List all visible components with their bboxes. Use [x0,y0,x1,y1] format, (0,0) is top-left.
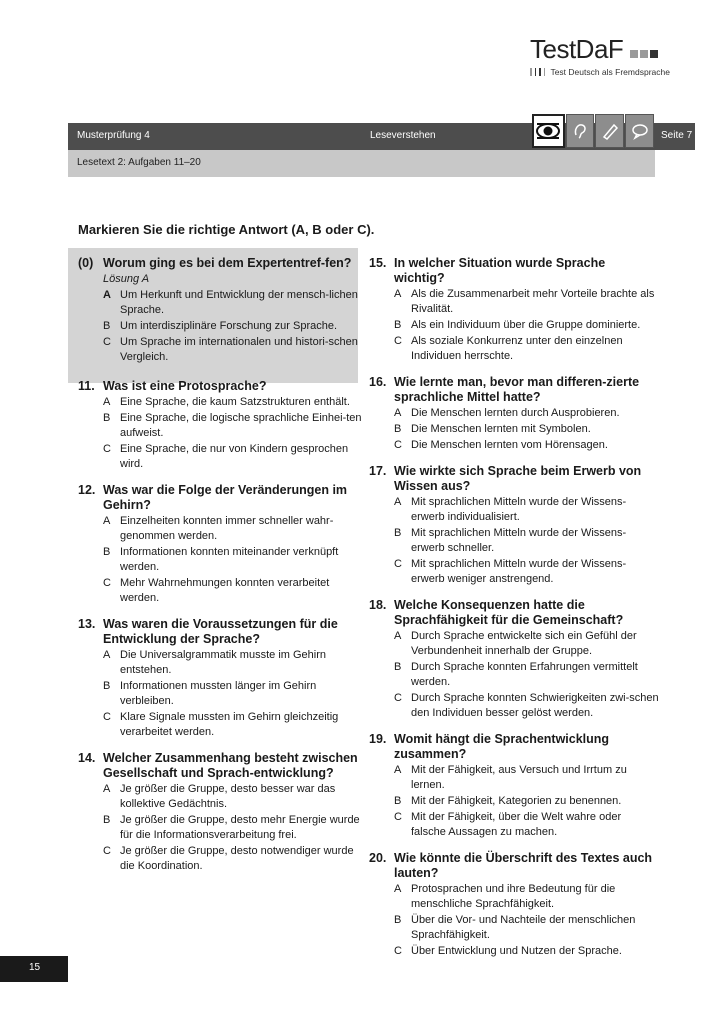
answer-option[interactable]: C Mehr Wahrnehmungen konnten verarbeitet werden. [103,577,330,604]
logo-square [539,68,541,76]
question-19 [369,732,659,840]
question-number: 16. [369,375,387,389]
answer-option[interactable]: B Mit sprachlichen Mitteln wurde der Wissens-erwerb schneller. [394,527,627,554]
answer-option[interactable]: C Die Menschen lernten vom Hörensagen. [394,439,608,451]
answer-option: B Um interdisziplinäre Forschung zur Sprache. [103,320,338,332]
question-13 [78,617,363,740]
section-icons [532,114,655,150]
answer-option[interactable]: A Je größer die Gruppe, desto besser war das kollektive Gedächtnis. [103,783,336,810]
question-number: 12. [78,483,96,497]
question-18 [369,598,659,721]
answer-option[interactable]: C Mit sprachlichen Mitteln wurde der Wissens-erwerb weniger anstrengend. [394,558,627,585]
answer-option[interactable]: A Mit sprachlichen Mitteln wurde der Wissens-erwerb individualisiert. [394,496,627,523]
answer-option: C Um Sprache im internationalen und histori-schen Vergleich. [103,336,358,363]
ear-icon [566,114,595,148]
question-text: Welche Konsequenzen hatte die Sprachfähigkeit für die Gemeinschaft? [394,598,624,627]
page-label-bar [655,123,695,150]
question-number: 17. [369,464,387,478]
answer-option[interactable]: C Klare Signale mussten im Gehirn gleichzeitig verarbeitet werden. [103,711,339,738]
answer-option[interactable]: C Mit der Fähigkeit, über die Welt wahre oder falsche Aussagen zu machen. [394,811,622,838]
testdaf-logo [530,36,670,77]
right-column [369,256,659,970]
answer-option[interactable]: C Über Entwicklung und Nutzen der Sprache. [394,945,622,957]
question-text: Womit hängt die Sprachentwicklung zusammen? [394,732,610,761]
question-text: Wie lernte man, bevor man differen-zierte sprachliche Mittel hatte? [394,375,640,404]
answer-option[interactable]: A Die Menschen lernten durch Ausprobieren. [394,407,620,419]
question-number: 19. [369,732,387,746]
answer-option[interactable]: B Eine Sprache, die logische sprachliche Einhei-ten aufweist. [103,412,362,439]
left-column [78,256,363,885]
question-14 [78,751,363,874]
question-text: In welcher Situation wurde Sprache wichtig? [394,256,606,285]
question-11 [78,379,363,472]
answer-option[interactable]: B Als ein Individuum über die Gruppe dominierte. [394,319,641,331]
page-label: Seite 7 [661,130,693,141]
answer-option[interactable]: A Die Universalgrammatik musste im Gehirn entstehen. [103,649,326,676]
answer-option[interactable]: C Durch Sprache konnten Schwierigkeiten zwi-schen den Individuen besser gelöst werden. [394,692,659,719]
answer-option[interactable]: B Informationen mussten länger im Gehirn verbleiben. [103,680,317,707]
logo-wordmark: TestDaF [530,34,624,64]
question-12 [78,483,363,606]
logo-square [544,68,546,76]
question-text: Wie wirkte sich Sprache beim Erwerb von Wissen aus? [394,464,642,493]
answer-option[interactable]: C Eine Sprache, die nur von Kindern gesprochen wird. [103,443,349,470]
question-20 [369,851,659,959]
question-number: 14. [78,751,96,765]
answer-option[interactable]: B Über die Vor- und Nachteile der menschlichen Sprachfähigkeit. [394,914,636,941]
question-number: (0) [78,256,94,270]
section-title: Leseverstehen [370,130,436,141]
logo-square [630,50,638,58]
page-number-tab [0,956,68,982]
question-text: Was war die Folge der Veränderungen im Gehirn? [103,483,348,512]
question-number: 15. [369,256,387,270]
logo-square [535,68,537,76]
question-text: Was waren die Voraussetzungen für die Entwicklung der Sprache? [103,617,338,646]
question-number: 11. [78,379,95,393]
answer-option[interactable]: C Als soziale Konkurrenz unter den einzelnen Individuen herrschte. [394,335,623,362]
answer-option[interactable]: B Informationen konnten miteinander verknüpft werden. [103,546,339,573]
logo-square [650,50,658,58]
answer-option[interactable]: B Je größer die Gruppe, desto mehr Energie wurde für die Informationsverarbeitung frei. [103,814,360,841]
instruction: Markieren Sie die richtige Antwort (A, B oder C). [78,222,375,237]
logo-subtitle: Test Deutsch als Fremdsprache [550,67,670,77]
question-15 [369,256,659,364]
page-number: 15 [29,962,41,973]
question-text: Welcher Zusammenhang besteht zwischen Gesellschaft und Sprach-entwicklung? [103,751,358,780]
logo-square [640,50,648,58]
text-task-label: Lesetext 2: Aufgaben 11–20 [77,157,201,168]
answer-option[interactable]: A Durch Sprache entwickelte sich ein Gefühl der Verbundenheit innerhalb der Gruppe. [394,630,637,657]
answer-option[interactable]: C Je größer die Gruppe, desto notwendiger wurde die Koordination. [103,845,354,872]
subheader-bar [68,150,655,177]
eye-icon [532,114,565,148]
logo-square [530,68,532,76]
speech-bubble-icon [625,114,654,148]
question-text: Was ist eine Protosprache? [103,379,267,393]
example-question [78,256,363,365]
answer-option[interactable]: B Durch Sprache konnten Erfahrungen vermittelt werden. [394,661,638,688]
answer-option[interactable]: A Einzelheiten konnten immer schneller wahr-genommen werden. [103,515,334,542]
question-16 [369,375,659,453]
question-text: Worum ging es bei dem Expertentref-fen? [103,256,352,270]
exam-title: Musterprüfung 4 [77,130,150,141]
answer-option[interactable]: A Mit der Fähigkeit, aus Versuch und Irrtum zu lernen. [394,764,627,791]
question-number: 20. [369,851,387,865]
answer-option[interactable]: A Als die Zusammenarbeit mehr Vorteile brachte als Rivalität. [394,288,655,315]
answer-option[interactable]: A Protosprachen und ihre Bedeutung für die menschliche Sprachfähigkeit. [394,883,616,910]
pencil-icon [595,114,624,148]
answer-option: A Um Herkunft und Entwicklung der mensch-lichen Sprache. [103,289,358,316]
solution-label: Lösung A [103,273,150,285]
answer-option[interactable]: B Mit der Fähigkeit, Kategorien zu benennen. [394,795,622,807]
question-17 [369,464,659,587]
question-number: 13. [78,617,96,631]
question-number: 18. [369,598,387,612]
answer-option[interactable]: A Eine Sprache, die kaum Satzstrukturen enthält. [103,396,350,408]
question-text: Wie könnte die Überschrift des Textes auch lauten? [394,851,653,880]
answer-option[interactable]: B Die Menschen lernten mit Symbolen. [394,423,591,435]
